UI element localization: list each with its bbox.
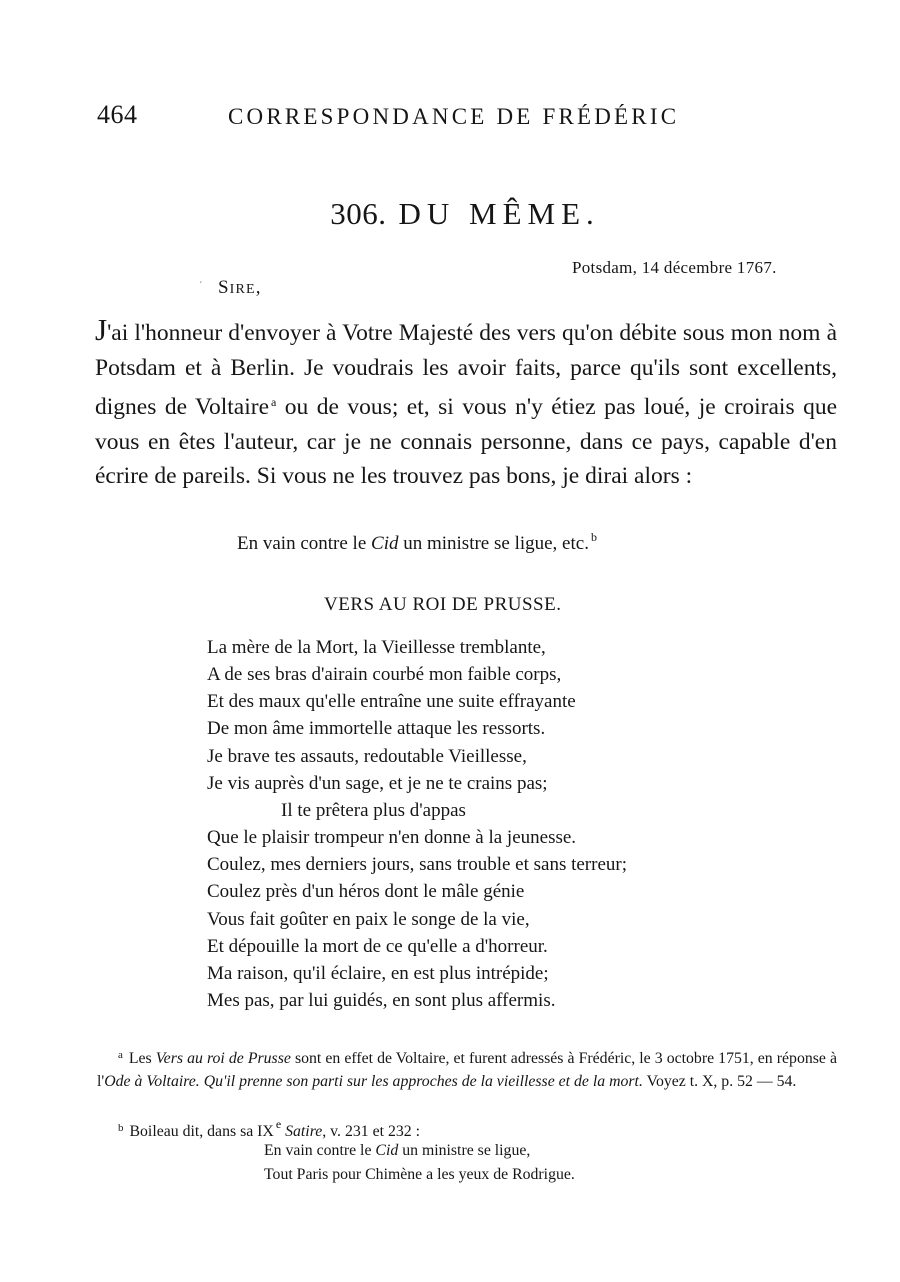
poem-line: Et des maux qu'elle entraîne une suite effrayante [207,691,576,713]
footnote-ref-a: a [271,395,277,410]
footnote-b-quote-line-2: Tout Paris pour Chimène a les yeux de Rodrigue. [264,1166,575,1183]
footnote-b-text-1: Boileau dit, dans sa IX [129,1123,274,1140]
quote-before: En vain contre le [237,533,372,554]
footnote-a [97,1044,837,1093]
footnote-b-quotation [264,1139,575,1187]
footnote-a-text-3: Voyez t. X, p. 52 — 54. [642,1073,797,1090]
salutation-smallcaps: IRE [229,282,256,297]
poem-line: A de ses bras d'airain courbé mon faible corps, [207,664,562,686]
poem-line: Coulez, mes derniers jours, sans trouble et sans terreur; [207,854,627,876]
poem-line: Et dépouille la mort de ce qu'elle a d'horreur. [207,935,548,957]
footnote-a-italic-1: Vers au roi de Prusse [155,1050,291,1067]
poem-line: Coulez près d'un héros dont le mâle génie [207,881,525,903]
footnote-a-italic-2: Ode à Voltaire. Qu'il prenne son parti sur les approches de la vieillesse et de la mort. [104,1073,643,1090]
footnote-b-sup: e [275,1117,282,1131]
footnote-b-q1-italic: Cid [375,1142,399,1159]
quote-after: un ministre se ligue, etc. [398,533,589,554]
poem-title: VERS AU ROI DE PRUSSE. [324,594,562,615]
body-text-1: 'ai l'honneur d'envoyer à Votre Majesté des vers qu'on débite sous mon nom à Potsdam et à Berlin. Je voudrais les avoir faits, parce qu'ils sont excellents, dignes de Voltaire [95,320,837,421]
drop-initial: J [95,312,108,347]
poem-line: Il te prêtera plus d'appas [281,799,466,821]
footnote-a-text-1: Les [128,1050,156,1067]
footnote-ref-b: b [590,530,597,544]
poem-line: De mon âme immortelle attaque les ressorts. [207,718,546,740]
running-title: CORRESPONDANCE DE FRÉDÉRIC [228,104,680,129]
poem-line: Je brave tes assauts, redoutable Vieillesse, [207,745,527,767]
footnote-b-text-2: , v. 231 et 232 : [322,1123,420,1140]
letter-number: 306. [330,196,387,231]
poem-line: La mère de la Mort, la Vieillesse tremblante, [207,637,546,658]
poem-line: Ma raison, qu'il éclaire, en est plus intrépide; [207,962,549,984]
poem [207,634,627,1014]
footnote-b-q1-after: un ministre se ligue, [398,1142,531,1159]
body-text-2: ou de vous; et, si vous n'y étiez pas loué, je croirais que vous en êtes l'auteur, car je ne connais personne, dans ce pays, capable d'en écrire de pareils. Si vous ne les trouvez pas bons, je dirai alors : [95,394,838,490]
letter-body [95,312,838,494]
quote-italic: Cid [371,533,399,554]
footnote-b-italic: Satire [285,1123,323,1140]
footnote-b-mark: b [118,1122,124,1134]
salutation-punct: , [255,277,262,298]
poem-line: Mes pas, par lui guidés, en sont plus affermis. [207,990,556,1012]
footnote-a-mark: a [118,1049,123,1061]
letter-title: DU MÊME. [398,196,600,231]
footnote-b-q1-before: En vain contre le [264,1142,376,1159]
poem-line: Je vis auprès d'un sage, et je ne te crains pas; [207,772,548,794]
poem-line: Vous fait goûter en paix le songe de la vie, [207,908,530,930]
dateline: Potsdam, 14 décembre 1767. [572,258,777,277]
poem-line: Que le plaisir trompeur n'en donne à la jeunesse. [207,827,577,849]
letter-heading [0,196,900,232]
quotation-line [237,530,597,555]
page-number: 464 [97,100,138,129]
salutation [218,277,261,299]
salutation-initial: S [218,277,230,298]
footnote-a-text-2: sont en effet de Voltaire, et furent adressés à Frédéric, le 3 octobre 1751, en réponse à l' [97,1050,838,1090]
footnote-b-quote-line-1 [264,1139,575,1163]
stray-mark: ˊ [199,281,203,292]
